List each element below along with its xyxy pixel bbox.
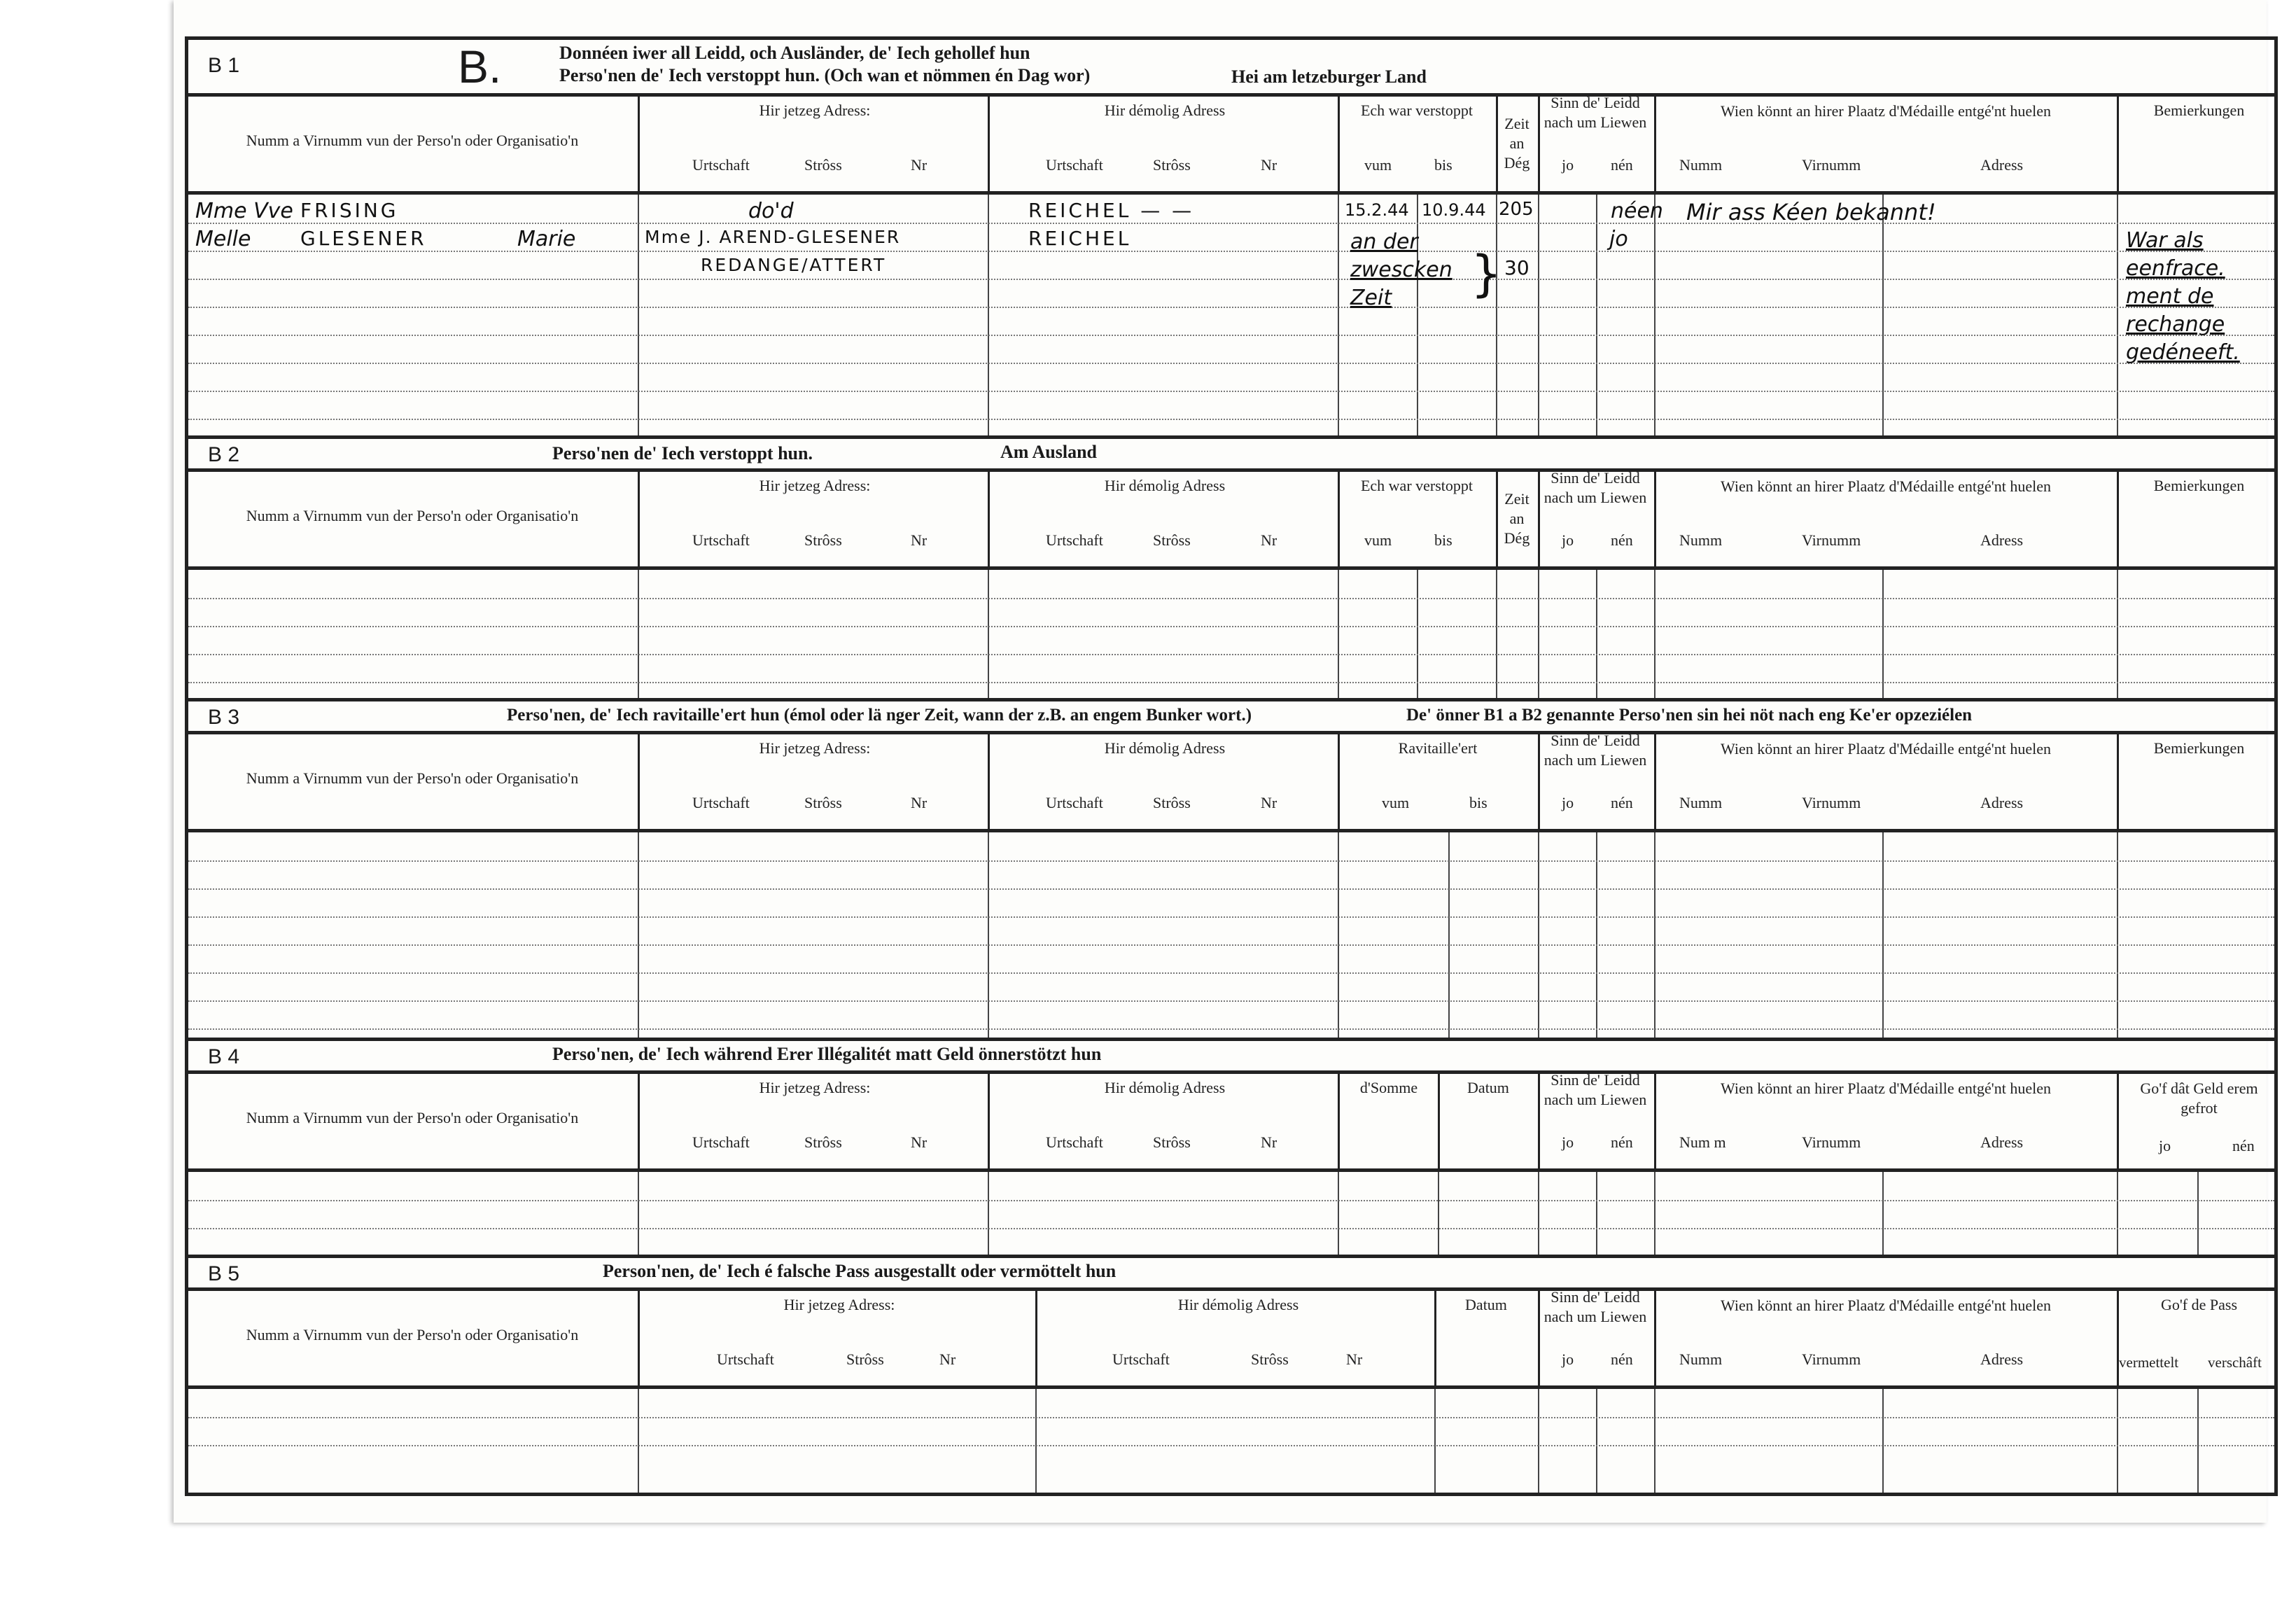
- remarks-header: Bemierkungen: [2153, 477, 2245, 494]
- section-title: Perso'nen, de' Iech ravitaille'ert hun (émol oder lä nger Zeit, wann der z.B. an engem Bunker wort.): [507, 706, 1252, 725]
- table-header: [188, 1287, 2274, 1389]
- adress-header: Adress: [1980, 794, 2024, 811]
- section-b1-title-row: [188, 40, 2274, 97]
- numm-header: Numm: [1679, 1350, 1723, 1368]
- stross-header: Strôss: [804, 156, 842, 174]
- stross-header: Strôss: [1251, 1350, 1289, 1368]
- former-address-header: Hir démolig Adress: [1104, 477, 1226, 494]
- name-header: Numm a Virnumm vun der Perso'n oder Organisatio'n: [246, 1326, 579, 1343]
- stross-header: Strôss: [1153, 794, 1191, 811]
- stross-header: Strôss: [804, 1133, 842, 1151]
- stross-header: Strôss: [804, 794, 842, 811]
- section-title-line2: Perso'nen de' Iech verstoppt hun. (Och wan et nömmen én Dag wor): [559, 65, 1091, 85]
- brace-mark: }: [1471, 245, 1502, 302]
- section-b5: [185, 1255, 2278, 1496]
- handwritten-to-date: 10.9.44: [1422, 200, 1486, 220]
- money-returned-header: Go'f dât Geld erem gefrot: [2140, 1080, 2258, 1117]
- urtschaft-header: Urtschaft: [717, 1350, 774, 1368]
- nen-header: nén: [2232, 1137, 2255, 1154]
- alive-header: Sinn de' Leidd nach um Liewen: [1544, 94, 1647, 131]
- handwritten-firstname: Marie: [517, 227, 576, 251]
- nr-header: Nr: [1261, 1133, 1278, 1151]
- hidden-header: Ech war verstoppt: [1360, 102, 1474, 119]
- handwritten-name-title: Melle: [195, 227, 251, 251]
- adress-header: Adress: [1980, 531, 2024, 549]
- nen-header: nén: [1611, 1133, 1633, 1151]
- numm-header: Numm: [1679, 156, 1723, 174]
- urtschaft-header: Urtschaft: [692, 794, 750, 811]
- medal-header: Wien könnt an hirer Plaatz d'Médaille entgé'nt huelen: [1721, 102, 2051, 120]
- medal-header: Wien könnt an hirer Plaatz d'Médaille entgé'nt huelen: [1721, 740, 2051, 757]
- virnumm-header: Virnumm: [1802, 531, 1861, 549]
- nr-header: Nr: [911, 531, 927, 549]
- from-header: vum: [1364, 156, 1392, 174]
- section-b1: [185, 36, 2278, 435]
- nen-header: nén: [1611, 156, 1633, 174]
- medal-header: Wien könnt an hirer Plaatz d'Médaille entgé'nt huelen: [1721, 1297, 2051, 1314]
- stross-header: Strôss: [1153, 156, 1191, 174]
- alive-header: Sinn de' Leidd nach um Liewen: [1544, 1071, 1647, 1108]
- pass-header: Go'f de Pass: [2160, 1296, 2238, 1313]
- remarks-header: Bemierkungen: [2153, 102, 2245, 119]
- numm-header: Numm: [1679, 794, 1723, 811]
- jo-header: jo: [2159, 1137, 2171, 1154]
- nr-header: Nr: [939, 1350, 956, 1368]
- section-title: Donnéen iwer all Leidd, och Ausländer, de' Iech gehollef hun: [559, 43, 1030, 63]
- from-header: vum: [1364, 531, 1392, 549]
- medal-header: Wien könnt an hirer Plaatz d'Médaille entgé'nt huelen: [1721, 1080, 2051, 1097]
- handwritten-period: an der zwescken Zeit: [1350, 230, 1452, 310]
- adress-header: Adress: [1980, 156, 2024, 174]
- nen-header: nén: [1611, 1350, 1633, 1368]
- handwritten-days: 205: [1499, 199, 1534, 220]
- verschaft-header: verschâft: [2208, 1354, 2262, 1371]
- urtschaft-header: Urtschaft: [1046, 794, 1103, 811]
- stross-header: Strôss: [1153, 531, 1191, 549]
- form-letter: B.: [458, 41, 502, 92]
- section-code: B 1: [208, 54, 240, 77]
- virnumm-header: Virnumm: [1802, 156, 1861, 174]
- handwritten-remark: War als eenfrace. ment de rechange gedéneeft.: [2126, 228, 2240, 365]
- numm-header: Num m: [1679, 1133, 1726, 1151]
- nen-header: nén: [1611, 531, 1633, 549]
- sum-header: d'Somme: [1359, 1079, 1418, 1096]
- handwritten-name-title: Mme Vve: [195, 199, 293, 223]
- name-header: Numm a Virnumm vun der Perso'n oder Organisatio'n: [246, 1109, 579, 1126]
- medal-header: Wien könnt an hirer Plaatz d'Médaille entgé'nt huelen: [1721, 477, 2051, 495]
- days-header: Zeit an Dég: [1504, 115, 1530, 172]
- handwritten-days: 30: [1504, 256, 1530, 279]
- urtschaft-header: Urtschaft: [1046, 531, 1103, 549]
- stross-header: Strôss: [804, 531, 842, 549]
- table-header: [188, 731, 2274, 832]
- section-title-suffix: De' önner B1 a B2 genannte Perso'nen sin hei nöt nach eng Ke'er opzeziélen: [1406, 706, 1973, 725]
- jo-header: jo: [1562, 794, 1574, 811]
- section-code: B 2: [208, 443, 240, 466]
- urtschaft-header: Urtschaft: [692, 156, 750, 174]
- to-header: bis: [1434, 156, 1452, 174]
- jo-header: jo: [1562, 156, 1574, 174]
- handwritten-former-address: REICHEL: [1028, 227, 1132, 250]
- hidden-header: Ech war verstoppt: [1360, 477, 1474, 494]
- section-b4: [185, 1038, 2278, 1255]
- section-code: B 5: [208, 1262, 240, 1285]
- virnumm-header: Virnumm: [1802, 1133, 1861, 1151]
- adress-header: Adress: [1980, 1350, 2024, 1368]
- form-b: [185, 36, 2278, 1503]
- vermettelt-header: vermettelt: [2119, 1354, 2179, 1371]
- to-header: bis: [1469, 794, 1488, 811]
- handwritten-medal: Mir ass Kéen bekannt!: [1686, 199, 1936, 225]
- urtschaft-header: Urtschaft: [1046, 1133, 1103, 1151]
- section-title-suffix: Hei am letzeburger Land: [1231, 67, 1427, 87]
- nr-header: Nr: [911, 156, 927, 174]
- numm-header: Numm: [1679, 531, 1723, 549]
- nr-header: Nr: [911, 1133, 927, 1151]
- virnumm-header: Virnumm: [1802, 794, 1861, 811]
- current-address-header: Hir jetzeg Adress:: [759, 1079, 871, 1096]
- section-b2-title-row: [188, 439, 2274, 472]
- days-header: Zeit an Dég: [1504, 490, 1530, 547]
- current-address-header: Hir jetzeg Adress:: [783, 1296, 895, 1313]
- table-header: [188, 93, 2274, 195]
- nen-header: nén: [1611, 794, 1633, 811]
- urtschaft-header: Urtschaft: [692, 531, 750, 549]
- nr-header: Nr: [1346, 1350, 1363, 1368]
- date-header: Datum: [1465, 1296, 1507, 1313]
- handwritten-name: FRISING: [300, 199, 399, 222]
- table-body: [188, 570, 2274, 701]
- table-header: [188, 1070, 2274, 1172]
- table-body: [188, 195, 2274, 435]
- name-header: Numm a Virnumm vun der Perso'n oder Organisatio'n: [246, 132, 579, 149]
- alive-header: Sinn de' Leidd nach um Liewen: [1544, 1288, 1647, 1325]
- handwritten-address: Mme J. AREND-GLESENER: [645, 227, 901, 247]
- handwritten-address: do'd: [748, 199, 794, 223]
- section-b2: [185, 435, 2278, 698]
- from-header: vum: [1382, 794, 1410, 811]
- name-header: Numm a Virnumm vun der Perso'n oder Organisatio'n: [246, 507, 579, 524]
- section-b5-title-row: [188, 1258, 2274, 1291]
- urtschaft-header: Urtschaft: [1046, 156, 1103, 174]
- section-title: Person'nen, de' Iech é falsche Pass ausgestallt oder vermöttelt hun: [603, 1261, 1116, 1281]
- supplied-header: Ravitaille'ert: [1398, 739, 1478, 757]
- urtschaft-header: Urtschaft: [1112, 1350, 1170, 1368]
- nr-header: Nr: [1261, 156, 1278, 174]
- former-address-header: Hir démolig Adress: [1104, 102, 1226, 119]
- section-code: B 4: [208, 1045, 240, 1068]
- former-address-header: Hir démolig Adress: [1104, 1079, 1226, 1096]
- former-address-header: Hir démolig Adress: [1177, 1296, 1299, 1313]
- jo-header: jo: [1562, 1133, 1574, 1151]
- to-header: bis: [1434, 531, 1452, 549]
- former-address-header: Hir démolig Adress: [1104, 739, 1226, 757]
- handwritten-alive: néen: [1611, 199, 1663, 223]
- alive-header: Sinn de' Leidd nach um Liewen: [1544, 469, 1647, 506]
- virnumm-header: Virnumm: [1802, 1350, 1861, 1368]
- current-address-header: Hir jetzeg Adress:: [759, 477, 871, 494]
- section-title-suffix: Am Ausland: [1000, 442, 1097, 462]
- section-b3: [185, 698, 2278, 1038]
- name-header: Numm a Virnumm vun der Perso'n oder Organisatio'n: [246, 769, 579, 787]
- nr-header: Nr: [911, 794, 927, 811]
- jo-header: jo: [1562, 531, 1574, 549]
- section-b3-title-row: [188, 701, 2274, 734]
- stross-header: Strôss: [846, 1350, 884, 1368]
- current-address-header: Hir jetzeg Adress:: [759, 102, 871, 119]
- handwritten-former-address: REICHEL — —: [1028, 199, 1195, 222]
- table-body: [188, 1389, 2274, 1493]
- section-title: Perso'nen, de' Iech während Erer Illégalitét matt Geld önnerstötzt hun: [552, 1044, 1102, 1064]
- stross-header: Strôss: [1153, 1133, 1191, 1151]
- handwritten-address: REDANGE/ATTERT: [701, 255, 887, 275]
- nr-header: Nr: [1261, 531, 1278, 549]
- table-body: [188, 832, 2274, 1041]
- handwritten-alive: jo: [1609, 227, 1628, 251]
- urtschaft-header: Urtschaft: [692, 1133, 750, 1151]
- table-header: [188, 468, 2274, 570]
- handwritten-name: GLESENER: [300, 227, 427, 250]
- jo-header: jo: [1562, 1350, 1574, 1368]
- date-header: Datum: [1467, 1079, 1509, 1096]
- alive-header: Sinn de' Leidd nach um Liewen: [1544, 732, 1647, 769]
- section-title: Perso'nen de' Iech verstoppt hun.: [552, 443, 813, 463]
- table-body: [188, 1172, 2274, 1258]
- handwritten-from-date: 15.2.44: [1345, 200, 1409, 220]
- section-code: B 3: [208, 706, 240, 729]
- section-b4-title-row: [188, 1041, 2274, 1074]
- nr-header: Nr: [1261, 794, 1278, 811]
- current-address-header: Hir jetzeg Adress:: [759, 739, 871, 757]
- remarks-header: Bemierkungen: [2153, 739, 2245, 757]
- adress-header: Adress: [1980, 1133, 2024, 1151]
